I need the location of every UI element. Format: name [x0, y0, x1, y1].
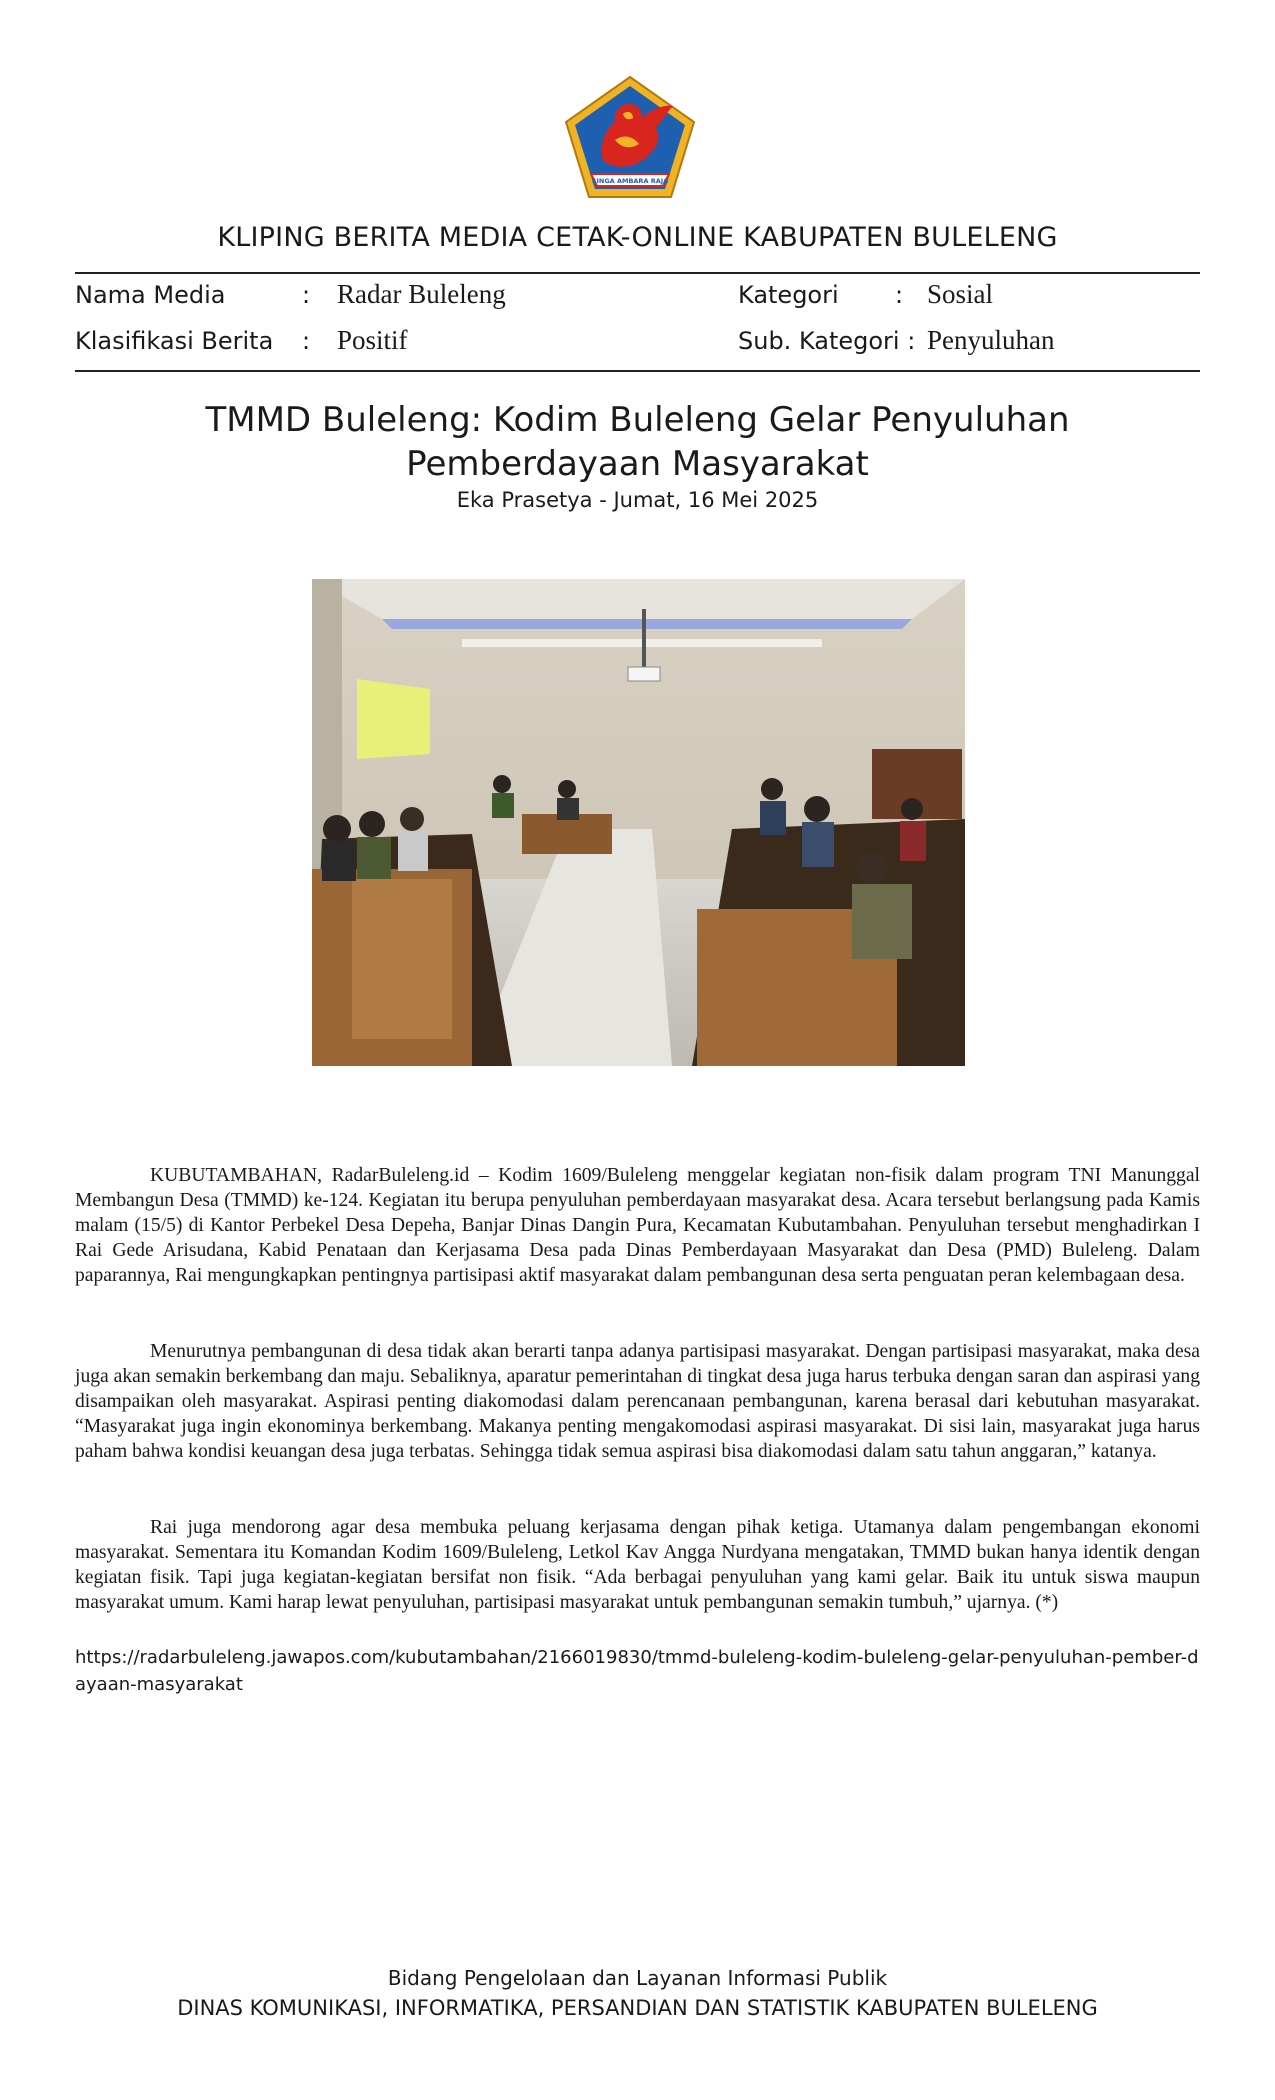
article-headline: [0, 398, 1275, 486]
article-photo: [312, 579, 965, 1066]
article-paragraph-1: [75, 1163, 1200, 1288]
article-paragraph-3: [75, 1515, 1200, 1615]
klasifikasi-label: Klasifikasi Berita: [75, 327, 274, 355]
sub-kategori-label: Sub. Kategori :: [738, 327, 916, 355]
kategori-label: Kategori: [738, 281, 839, 309]
nama-media-colon: :: [302, 281, 311, 309]
kategori-value: Sosial: [927, 279, 994, 309]
logo-banner-text: SINGA AMBARA RAJA: [591, 177, 669, 185]
kliping-title: KLIPING BERITA MEDIA CETAK-ONLINE KABUPATEN BULELENG: [217, 222, 1058, 253]
buleleng-emblem-logo: [563, 74, 697, 200]
header-rule-top: [75, 272, 1200, 274]
paragraph-2-text: Menurutnya pembangunan di desa tidak akan berarti tanpa adanya partisipasi masyarakat. Dengan partisipasi masyarakat, maka desa juga akan semakin berkembang dan maju. Sebaliknya, aparatur pemerintahan di tingkat desa juga harus terbuka dengan saran dan aspirasi yang disampaikan oleh masyarakat. Aspirasi penting diakomodasi dalam perencanaan pembangunan, karena berasal dari kebutuhan masyarakat. “Masyarakat juga ingin ekonominya berkembang. Makanya penting mengakomodasi aspirasi masyarakat. Di sisi lain, masyarakat juga harus paham bahwa kondisi keuangan desa juga terbatas. Sehingga tidak semua aspirasi bisa diakomodasi dalam satu tahun anggaran,” katanya.: [75, 1341, 1200, 1462]
sub-kategori-value: Penyuluhan: [927, 325, 1055, 355]
headline-line-2: Pemberdayaan Masyarakat: [406, 444, 869, 484]
article-paragraph-2: [75, 1339, 1200, 1464]
nama-media-label: Nama Media: [75, 281, 226, 309]
footer-department: Bidang Pengelolaan dan Layanan Informasi Publik: [387, 1966, 888, 1990]
paragraph-3-text: Rai juga mendorong agar desa membuka peluang kerjasama dengan pihak ketiga. Utamanya dalam pengembangan ekonomi masyarakat. Sementara itu Komandan Kodim 1609/Buleleng, Letkol Kav Angga Nurdyana mengatakan, TMMD bukan hanya identik dengan kegiatan fisik. Tapi juga kegiatan-kegiatan bersifat non fisik. “Ada berbagai penyuluhan yang kami gelar. Baik itu untuk siswa maupun masyarakat umum. Kami harap lewat penyuluhan, partisipasi masyarakat untuk pembangunan semakin tumbuh,” ujarnya. (*): [75, 1517, 1200, 1613]
klasifikasi-colon: :: [302, 327, 311, 355]
footer-agency: DINAS KOMUNIKASI, INFORMATIKA, PERSANDIAN DAN STATISTIK KABUPATEN BULELENG: [177, 1996, 1098, 2020]
article-byline: Eka Prasetya - Jumat, 16 Mei 2025: [456, 488, 819, 512]
paragraph-1-text: KUBUTAMBAHAN, RadarBuleleng.id – Kodim 1609/Buleleng menggelar kegiatan non-fisik dalam program TNI Manunggal Membangun Desa (TMMD) ke-124. Kegiatan itu berupa penyuluhan pemberdayaan masyarakat desa. Acara tersebut berlangsung pada Kamis malam (15/5) di Kantor Perbekel Desa Depeha, Banjar Dinas Dangin Pura, Kecamatan Kubutambahan. Penyuluhan tersebut menghadirkan I Rai Gede Arisudana, Kabid Penataan dan Kerjasama Desa pada Dinas Pemberdayaan Masyarakat dan Desa (PMD) Buleleng. Dalam paparannya, Rai mengungkapkan pentingnya partisipasi aktif masyarakat dalam pembangunan desa serta penguatan peran kelembagaan desa.: [75, 1165, 1200, 1286]
source-url: https://radarbuleleng.jawapos.com/kubutambahan/2166019830/tmmd-buleleng-kodim-buleleng-gelar-penyuluhan-pember-dayaan-masyarakat: [75, 1647, 1199, 1695]
kategori-colon: :: [895, 281, 904, 309]
header-rule-bottom: [75, 370, 1200, 372]
klasifikasi-value: Positif: [337, 325, 408, 355]
headline-line-1: TMMD Buleleng: Kodim Buleleng Gelar Penyuluhan: [205, 400, 1070, 440]
nama-media-value: Radar Buleleng: [337, 279, 506, 309]
